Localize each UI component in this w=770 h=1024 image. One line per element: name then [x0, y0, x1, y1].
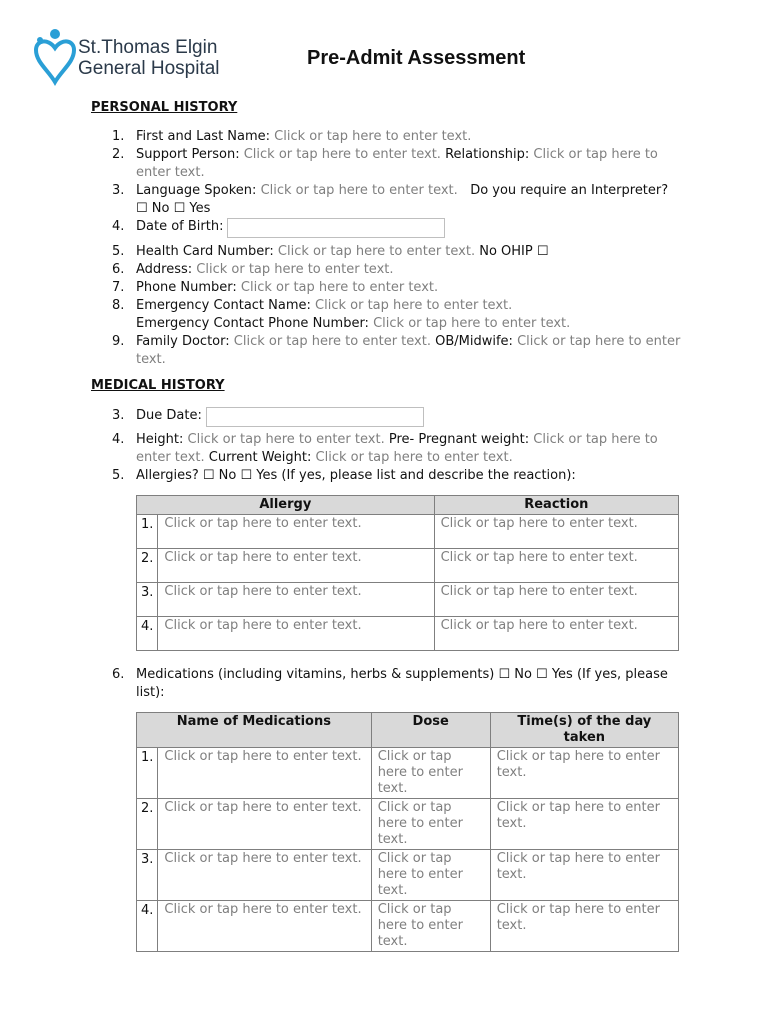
page-title: Pre-Admit Assessment [307, 47, 526, 69]
table-row [137, 617, 679, 651]
name-field[interactable]: Click or tap here to enter text. [274, 129, 472, 144]
logo-line-2: General Hospital [78, 58, 220, 79]
logo-line-1: St.Thomas Elgin [78, 37, 218, 58]
item-number: 4. [112, 432, 125, 447]
item-number: 4. [112, 219, 125, 234]
row-number: 2. [137, 799, 158, 850]
height-field[interactable]: Click or tap here to enter text. [187, 432, 385, 447]
allergy-field[interactable]: Click or tap here to enter text. [158, 583, 434, 617]
reaction-field[interactable]: Click or tap here to enter text. [434, 515, 678, 549]
item-number: 6. [112, 667, 125, 682]
item-height-weight [112, 431, 682, 467]
row-number: 2. [137, 549, 158, 583]
item-number: 8. [112, 298, 125, 313]
item-phone [112, 279, 682, 297]
row-number: 1. [137, 515, 158, 549]
table-row [137, 583, 679, 617]
time-column-header: Time(s) of the day taken [490, 713, 678, 748]
allergy-field[interactable]: Click or tap here to enter text. [158, 617, 434, 651]
row-number: 3. [137, 850, 158, 901]
medications-question: Medications (including vitamins, herbs & supplements) ☐ No ☐ Yes (If yes, please list): [136, 667, 668, 700]
hospital-logo [32, 26, 252, 90]
reaction-field[interactable]: Click or tap here to enter text. [434, 583, 678, 617]
ob-midwife-label: OB/Midwife: [435, 334, 513, 349]
reaction-column-header: Reaction [434, 496, 678, 515]
interpreter-question: Do you require an Interpreter? [470, 183, 669, 198]
support-person-label: Support Person: [136, 147, 240, 162]
medications-table [136, 712, 679, 952]
allergy-column-header: Allergy [137, 496, 435, 515]
reaction-field[interactable]: Click or tap here to enter text. [434, 549, 678, 583]
dose-column-header: Dose [371, 713, 490, 748]
table-row [137, 748, 679, 799]
item-allergies [112, 467, 682, 485]
dose-field[interactable]: Click or tap here to enter text. [371, 901, 490, 952]
pre-pregnant-weight-field[interactable]: Click or tap here to enter text. [136, 432, 658, 465]
medication-name-field[interactable]: Click or tap here to enter text. [158, 748, 371, 799]
time-field[interactable]: Click or tap here to enter text. [490, 850, 678, 901]
item-number: 5. [112, 244, 125, 259]
health-card-label: Health Card Number: [136, 244, 274, 259]
support-person-field[interactable]: Click or tap here to enter text. [243, 147, 441, 162]
phone-field[interactable]: Click or tap here to enter text. [240, 280, 439, 295]
item-language [112, 182, 682, 218]
interpreter-no-checkbox[interactable]: ☐ No [136, 201, 170, 216]
item-health-card [112, 243, 682, 261]
item-address [112, 261, 682, 279]
medical-history-heading: MEDICAL HISTORY [91, 378, 225, 393]
dose-field[interactable]: Click or tap here to enter text. [371, 850, 490, 901]
current-weight-label: Current Weight: [208, 450, 312, 465]
dose-field[interactable]: Click or tap here to enter text. [371, 799, 490, 850]
height-label: Height: [136, 432, 184, 447]
row-number: 4. [137, 617, 158, 651]
item-dob [112, 218, 682, 238]
language-label: Language Spoken: [136, 183, 257, 198]
health-card-field[interactable]: Click or tap here to enter text. [277, 244, 476, 259]
time-field[interactable]: Click or tap here to enter text. [490, 799, 678, 850]
medication-name-field[interactable]: Click or tap here to enter text. [158, 799, 371, 850]
row-number: 1. [137, 748, 158, 799]
time-field[interactable]: Click or tap here to enter text. [490, 748, 678, 799]
allergy-field[interactable]: Click or tap here to enter text. [158, 549, 434, 583]
table-row [137, 515, 679, 549]
allergy-field[interactable]: Click or tap here to enter text. [158, 515, 434, 549]
item-support-person [112, 146, 682, 182]
language-field[interactable]: Click or tap here to enter text. [260, 183, 458, 198]
emergency-phone-label: Emergency Contact Phone Number: [136, 316, 369, 331]
medication-name-column-header: Name of Medications [137, 713, 372, 748]
ob-midwife-field[interactable]: Click or tap here to enter text. [136, 334, 681, 367]
due-date-field[interactable] [206, 407, 424, 427]
allergies-question: Allergies? ☐ No ☐ Yes (If yes, please list and describe the reaction): [136, 468, 576, 483]
row-number: 3. [137, 583, 158, 617]
item-number: 3. [112, 183, 125, 198]
item-due-date [112, 407, 682, 427]
pre-pregnant-weight-label: Pre- Pregnant weight: [388, 432, 530, 447]
family-doctor-field[interactable]: Click or tap here to enter text. [233, 334, 431, 349]
item-number: 2. [112, 147, 125, 162]
emergency-name-label: Emergency Contact Name: [136, 298, 311, 313]
no-ohip-checkbox[interactable]: No OHIP ☐ [479, 244, 549, 259]
item-number: 1. [112, 129, 125, 144]
table-row [137, 901, 679, 952]
item-medications [112, 666, 682, 702]
allergy-table-header [137, 496, 679, 515]
dob-label: Date of Birth: [136, 219, 224, 234]
heart-person-icon [32, 26, 78, 88]
emergency-phone-field[interactable]: Click or tap here to enter text. [373, 316, 571, 331]
medication-name-field[interactable]: Click or tap here to enter text. [158, 850, 371, 901]
interpreter-yes-checkbox[interactable]: ☐ Yes [173, 201, 211, 216]
reaction-field[interactable]: Click or tap here to enter text. [434, 617, 678, 651]
current-weight-field[interactable]: Click or tap here to enter text. [315, 450, 513, 465]
relationship-field[interactable]: Click or tap here to enter text. [136, 147, 658, 180]
item-name [112, 128, 682, 146]
relationship-label: Relationship: [445, 147, 530, 162]
personal-history-heading: PERSONAL HISTORY [91, 100, 238, 115]
item-number: 5. [112, 468, 125, 483]
item-number: 6. [112, 262, 125, 277]
dose-field[interactable]: Click or tap here to enter text. [371, 748, 490, 799]
table-row [137, 799, 679, 850]
item-number: 9. [112, 334, 125, 349]
medication-name-field[interactable]: Click or tap here to enter text. [158, 901, 371, 952]
phone-label: Phone Number: [136, 280, 237, 295]
medications-table-header [137, 713, 679, 748]
due-date-label: Due Date: [136, 408, 202, 423]
item-number: 3. [112, 408, 125, 423]
time-field[interactable]: Click or tap here to enter text. [490, 901, 678, 952]
address-label: Address: [136, 262, 193, 277]
table-row [137, 850, 679, 901]
family-doctor-label: Family Doctor: [136, 334, 230, 349]
name-label: First and Last Name: [136, 129, 271, 144]
row-number: 4. [137, 901, 158, 952]
item-family-doctor [112, 333, 682, 369]
item-number: 7. [112, 280, 125, 295]
table-row [137, 549, 679, 583]
allergy-table [136, 495, 679, 651]
dob-date-field[interactable] [227, 218, 445, 238]
item-emergency-contact [112, 297, 682, 333]
address-field[interactable]: Click or tap here to enter text. [196, 262, 394, 277]
emergency-name-field[interactable]: Click or tap here to enter text. [315, 298, 513, 313]
